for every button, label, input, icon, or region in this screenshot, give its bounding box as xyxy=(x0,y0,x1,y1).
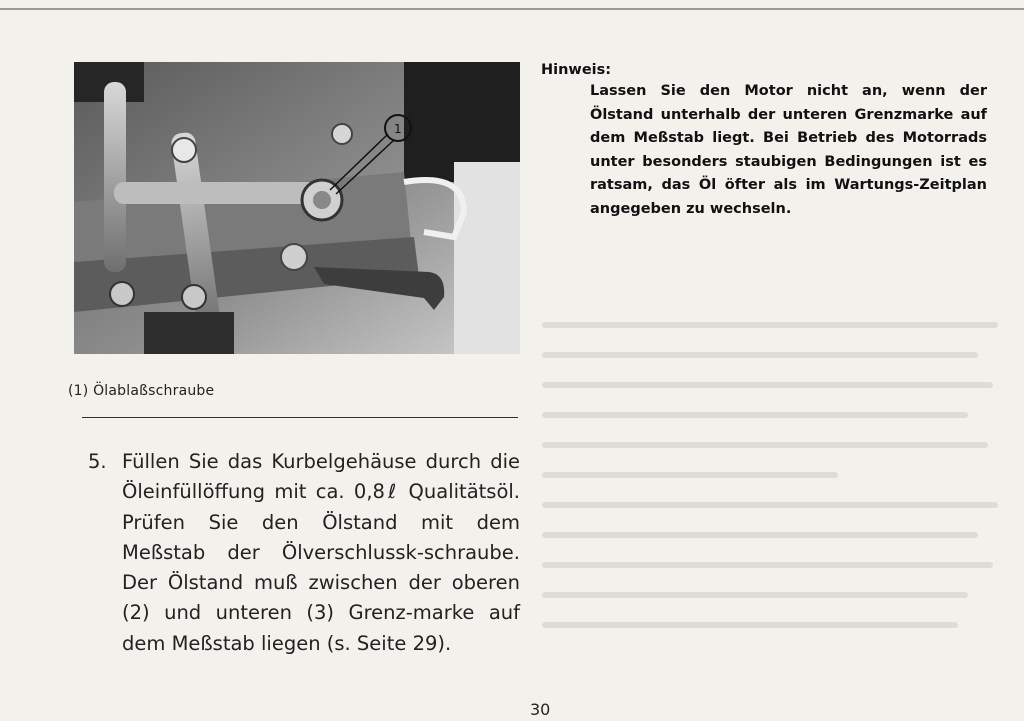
note-body: Lassen Sie den Motor nicht an, wenn der Ölstand unterhalb der unteren Grenzmarke auf dem Meßstab liegt. Bei Betrieb des Motorrads unter besonders staubigen Bedingungen ist es ratsam, das Öl öfter als im Wartungs-Zeitplan angegeben zu wechseln. xyxy=(590,83,987,217)
step-text: Füllen Sie das Kurbelgehäuse durch die Öleinfüllöffung mit ca. 0,8ℓ Qualitätsöl. Prüfen Sie den Ölstand mit dem Meßstab der Ölverschlussk-schraube. Der Ölstand muß zwischen der oberen (2) und unteren (3) Grenz-marke auf dem Meßstab liegen (s. Seite 29). xyxy=(122,450,520,655)
engine-drain-bolt-photo xyxy=(74,62,520,354)
section-divider xyxy=(82,417,518,418)
top-rule xyxy=(0,8,1024,10)
page-number: 30 xyxy=(530,700,551,719)
bleed-through-texture xyxy=(535,255,1005,665)
svg-text:1: 1 xyxy=(394,122,402,136)
step-number: 5. xyxy=(88,450,107,473)
note-heading: Hinweis: xyxy=(541,62,612,78)
figure-caption: (1) Ölablaßschraube xyxy=(68,383,215,399)
